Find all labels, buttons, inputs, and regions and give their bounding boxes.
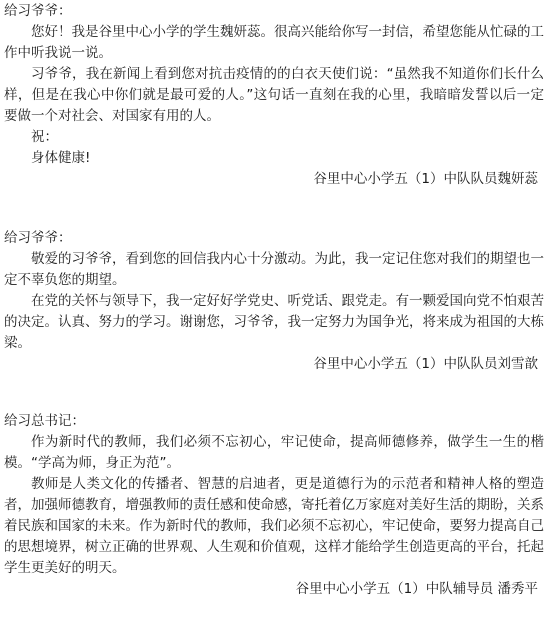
letter-pan-xiuping bbox=[4, 411, 544, 600]
letter-paragraph: 您好！我是谷里中心小学的学生魏妍蕊。很高兴能给你写一封信，希望您能从忙碌的工作中听我说一说。 bbox=[4, 24, 544, 61]
letter-paragraph: 习爷爷，我在新闻上看到您对抗击疫情的的白衣天使们说：“虽然我不知道你们长什么样，但是在我心中你们就是最可爱的人。”这句话一直刻在我的心里，我暗暗发誓以后一定要做一个对社会、对国家有用的人。 bbox=[4, 66, 544, 124]
letter-paragraph: 教师是人类文化的传播者、智慧的启迪者，更是道德行为的示范者和精神人格的塑造者，加强师德教育，增强教师的责任感和使命感，寄托着亿万家庭对美好生活的期盼，关系着民族和国家的未来。作为新时代的教师，我们必须不忘初心，牢记使命，要努力提高自己的思想境界，树立正确的世界观、人生观和价值观，这样才能给学生创造更高的平台，托起学生更美好的明天。 bbox=[4, 476, 544, 576]
letter-wei-yanrui bbox=[4, 1, 544, 190]
letter-paragraph: 作为新时代的教师，我们必须不忘初心，牢记使命，提高师德修养，做学生一生的楷模。“学高为师，身正为范”。 bbox=[4, 434, 544, 471]
letter-liu-xuexin bbox=[4, 228, 544, 375]
letter-paragraph: 敬爱的习爷爷，看到您的回信我内心十分激动。为此，我一定记住您对我们的期望也一定不辜负您的期望。 bbox=[4, 251, 544, 288]
letter-closing-health: 身体健康! bbox=[31, 150, 91, 166]
letter-signature: 谷里中心小学五（1）中队辅导员 潘秀平 bbox=[295, 581, 538, 597]
letter-salutation: 给习总书记： bbox=[4, 413, 85, 429]
letter-signature: 谷里中心小学五（1）中队队员刘雪歆 bbox=[313, 356, 538, 372]
letter-signature: 谷里中心小学五（1）中队队员魏妍蕊 bbox=[313, 171, 538, 187]
letter-closing-wish: 祝： bbox=[31, 129, 58, 145]
letter-salutation: 给习爷爷： bbox=[4, 3, 72, 19]
letter-paragraph: 在党的关怀与领导下，我一定好好学党史、听党话、跟党走。有一颗爱国向党不怕艰苦的决定。认真、努力的学习。谢谢您，习爷爷，我一定努力为国争光，将来成为祖国的大栋梁。 bbox=[4, 293, 544, 351]
letter-salutation: 给习爷爷： bbox=[4, 230, 72, 246]
